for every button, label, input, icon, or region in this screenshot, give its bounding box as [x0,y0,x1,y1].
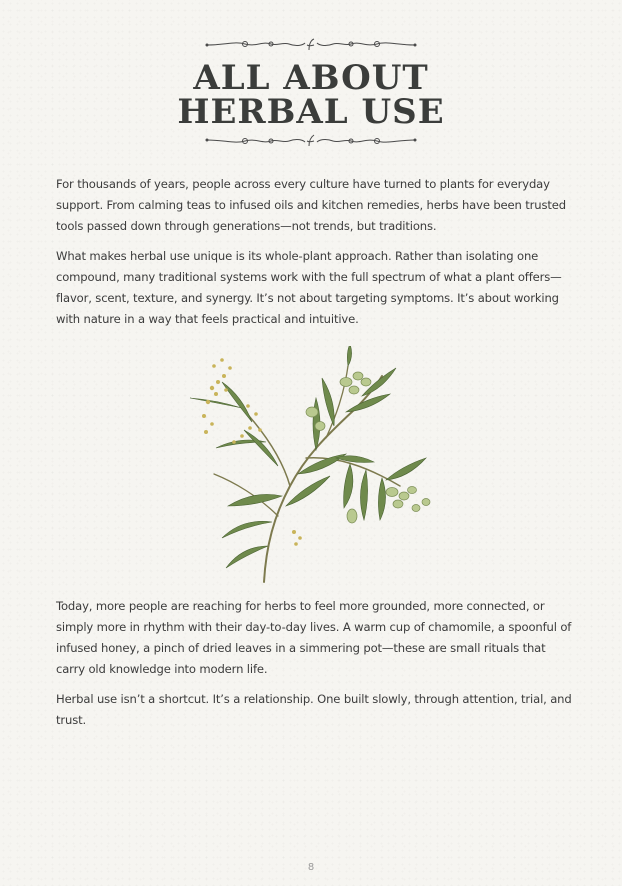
ornamental-divider-icon [205,38,417,52]
paragraph-intro: For thousands of years, people across every culture have turned to plants for everyday support. From calming teas to infused oils and kitchen remedies, herbs have been trusted tools passed down through generations—not trends, but traditions. [56,177,566,233]
page-title-line-1: ALL ABOUT [193,58,429,98]
page-title-line-2: HERBAL USE [177,92,445,132]
paragraph-today: Today, more people are reaching for herbs to feel more grounded, more connected, or simply more in rhythm with their day-to-day lives. A warm cup of chamomile, a spoonful of infused honey, a pinch of dried leaves in a simmering pot—these are small rituals that carry old knowledge into modern life. [56,599,572,676]
ornamental-divider-icon [205,133,417,147]
paragraph-whole-plant: What makes herbal use unique is its whole-plant approach. Rather than isolating one compound, many traditional systems work with the full spectrum of what a plant offers—flavor, scent, texture, and synergy. It’s not about targeting symptoms. It’s about working with nature in a way that feels practical and intuitive. [56,249,562,326]
olive-branch-illustration-icon [186,346,438,586]
page-number: 8 [307,862,315,873]
paragraph-relationship: Herbal use isn’t a shortcut. It’s a relationship. One built slowly, through attention, trial, and trust. [56,692,572,727]
